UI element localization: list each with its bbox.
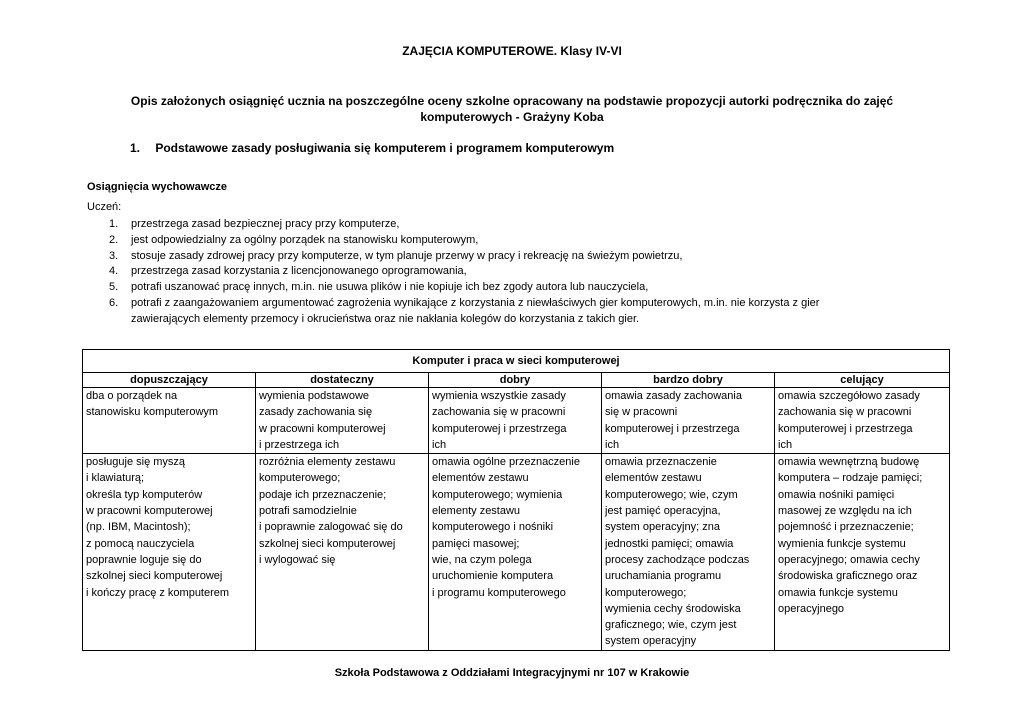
cell-line: określa typ komputerów <box>86 488 203 501</box>
cell-line: uruchamiania programu <box>605 570 722 583</box>
outcomes-list <box>87 217 927 328</box>
cell-line: komputerowego i nośniki <box>432 521 554 534</box>
outcome-number: 6. <box>109 296 119 309</box>
grade-header: bardzo dobry <box>602 373 775 388</box>
cell-line: dba o porządek na <box>86 390 178 402</box>
outcome-number: 3. <box>109 249 119 262</box>
cell-line: elementów zestawu <box>432 472 529 485</box>
outcome-text: potrafi uszanować pracę innych, m.in. nie usuwa plików i nie kopiuje ich bez zgody autora lub nauczyciela, <box>131 281 649 294</box>
cell-line: i wylogować się <box>259 553 336 566</box>
outcome-text: przestrzega zasad korzystania z licencjonowanego oprogramowania, <box>131 265 467 278</box>
cell-line: komputerowego; <box>605 586 687 599</box>
cell-line: komputerowej i przestrzega <box>778 422 913 435</box>
grading-table <box>82 349 950 651</box>
cell-line: system operacyjny <box>605 635 697 648</box>
table-row <box>83 454 950 651</box>
table-cell <box>775 388 950 454</box>
cell-line: wymienia funkcje systemu <box>778 537 906 550</box>
grade-header: celujący <box>775 373 950 388</box>
table-cell <box>83 388 256 454</box>
cell-line: pojemność i przeznaczenie; <box>778 521 914 534</box>
document-title: ZAJĘCIA KOMPUTEROWE. Klasy IV-VI <box>402 44 622 58</box>
table-cell <box>429 454 602 651</box>
outcome-text: jest odpowiedzialny za ogólny porządek na stanowisku komputerowym, <box>131 233 479 246</box>
outcome-text: zawierających elementy przemocy i okrucieństwa oraz nie nakłania kolegów do korzystania z takich gier. <box>131 312 640 325</box>
outcome-item <box>87 296 927 328</box>
document-description <box>0 93 1024 125</box>
cell-line: i kończy pracę z komputerem <box>86 586 230 599</box>
cell-line: stanowisku komputerowym <box>86 406 219 419</box>
table-cell <box>256 388 429 454</box>
cell-line: komputerowego; wie, czym <box>605 488 738 501</box>
cell-line: posługuje się myszą <box>86 456 186 469</box>
cell-line: i klawiaturą; <box>86 472 145 485</box>
document-footer: Szkoła Podstawowa z Oddziałami Integracyjnymi nr 107 w Krakowie <box>334 667 690 679</box>
cell-line: komputerowej i przestrzega <box>605 422 740 435</box>
description-line: komputerowych - Grażyny Koba <box>420 110 604 124</box>
outcome-text: stosuje zasady zdrowej pracy przy komputerze, w tym planuje przerwy w pracy i rekreację na świeżym powietrzu, <box>131 249 683 262</box>
cell-line: rozróżnia elementy zestawu <box>259 456 396 469</box>
cell-line: operacyjnego <box>778 602 845 615</box>
outcome-item <box>87 249 927 265</box>
cell-line: z pomocą nauczyciela <box>86 537 195 550</box>
outcomes-heading: Osiągnięcia wychowawcze <box>87 181 228 193</box>
cell-line: i programu komputerowego <box>432 586 566 599</box>
cell-line: szkolnej sieci komputerowej <box>259 537 396 550</box>
cell-line: potrafi samodzielnie <box>259 505 357 518</box>
cell-line: ich <box>778 438 793 451</box>
cell-line: wie, na czym polega <box>432 553 532 566</box>
outcome-item <box>87 233 927 249</box>
table-cell <box>256 454 429 651</box>
cell-line: omawia ogólne przeznaczenie <box>432 456 580 469</box>
cell-line: omawia przeznaczenie <box>605 456 717 469</box>
table-row <box>83 388 950 454</box>
table-caption: Komputer i praca w sieci komputerowej <box>83 350 950 373</box>
cell-line: i poprawnie zalogować się do <box>259 521 403 534</box>
cell-line: operacyjnego; omawia cechy <box>778 553 920 566</box>
section-number: 1. <box>130 141 141 155</box>
table-cell <box>429 388 602 454</box>
grade-header: dopuszczający <box>83 373 256 388</box>
cell-line: omawia nośniki pamięci <box>778 488 895 501</box>
cell-line: jednostki pamięci; omawia <box>605 537 734 550</box>
description-line: Opis założonych osiągnięć ucznia na poszczególne oceny szkolne opracowany na podstawie propozycji autorki podręcznika do zajęć <box>130 94 894 108</box>
outcomes-intro: Uczeń: <box>87 201 122 213</box>
outcome-item <box>87 280 927 296</box>
outcome-text: potrafi z zaangażowaniem argumentować zagrożenia wynikające z korzystania z niewłaściwych gier komputerowych, m.in. nie korzysta z gier <box>131 296 820 309</box>
cell-line: podaje ich przeznaczenie; <box>259 488 387 501</box>
cell-line: komputera – rodzaje pamięci; <box>778 472 923 485</box>
cell-line: wymienia cechy środowiska <box>605 602 741 615</box>
table-header-row <box>83 373 950 388</box>
section-title: Podstawowe zasady posługiwania się komputerem i programem komputerowym <box>155 141 615 155</box>
cell-line: elementów zestawu <box>605 472 702 485</box>
cell-line: (np. IBM, Macintosh); <box>86 521 191 534</box>
outcome-item <box>87 217 927 233</box>
outcome-number: 2. <box>109 233 119 246</box>
outcome-item <box>87 264 927 280</box>
cell-line: ich <box>605 438 620 451</box>
outcome-number: 5. <box>109 281 119 294</box>
outcome-text: przestrzega zasad bezpiecznej pracy przy komputerze, <box>131 218 400 230</box>
cell-line: omawia wewnętrzną budowę <box>778 456 920 469</box>
table-cell <box>775 454 950 651</box>
cell-line: środowiska graficznego oraz <box>778 570 918 583</box>
table-cell <box>602 454 775 651</box>
cell-line: szkolnej sieci komputerowej <box>86 570 223 583</box>
grade-header: dobry <box>429 373 602 388</box>
cell-line: się w pracowni <box>605 406 678 419</box>
cell-line: procesy zachodzące podczas <box>605 553 750 566</box>
cell-line: omawia zasady zachowania <box>605 390 742 402</box>
table-body <box>83 388 950 651</box>
cell-line: masowej ze względu na ich <box>778 505 912 518</box>
cell-line: elementy zestawu <box>432 505 521 518</box>
cell-line: wymienia podstawowe <box>259 390 370 402</box>
cell-line: jest pamięć operacyjna, <box>605 505 721 518</box>
outcome-number: 4. <box>109 265 119 278</box>
outcome-number: 1. <box>109 218 119 230</box>
cell-line: omawia szczegółowo zasady <box>778 390 920 402</box>
cell-line: graficznego; wie, czym jest <box>605 619 737 632</box>
cell-line: zachowania się w pracowni <box>778 406 912 419</box>
table-cell <box>602 388 775 454</box>
cell-line: wymienia wszystkie zasady <box>432 390 566 402</box>
cell-line: komputerowego; wymienia <box>432 488 563 501</box>
cell-line: komputerowej i przestrzega <box>432 422 567 435</box>
cell-line: uruchomienie komputera <box>432 570 554 583</box>
cell-line: poprawnie loguje się do <box>86 553 202 566</box>
cell-line: zachowania się w pracowni <box>432 406 566 419</box>
grade-header: dostateczny <box>256 373 429 388</box>
table-cell <box>83 454 256 651</box>
cell-line: w pracowni komputerowej <box>86 505 213 518</box>
cell-line: i przestrzega ich <box>259 438 340 451</box>
cell-line: system operacyjny; zna <box>605 521 720 534</box>
section-heading <box>130 141 614 155</box>
cell-line: w pracowni komputerowej <box>259 422 386 435</box>
cell-line: zasady zachowania się <box>259 406 373 419</box>
cell-line: ich <box>432 438 447 451</box>
cell-line: omawia funkcje systemu <box>778 586 898 599</box>
cell-line: pamięci masowej; <box>432 537 520 550</box>
cell-line: komputerowego; <box>259 472 341 485</box>
